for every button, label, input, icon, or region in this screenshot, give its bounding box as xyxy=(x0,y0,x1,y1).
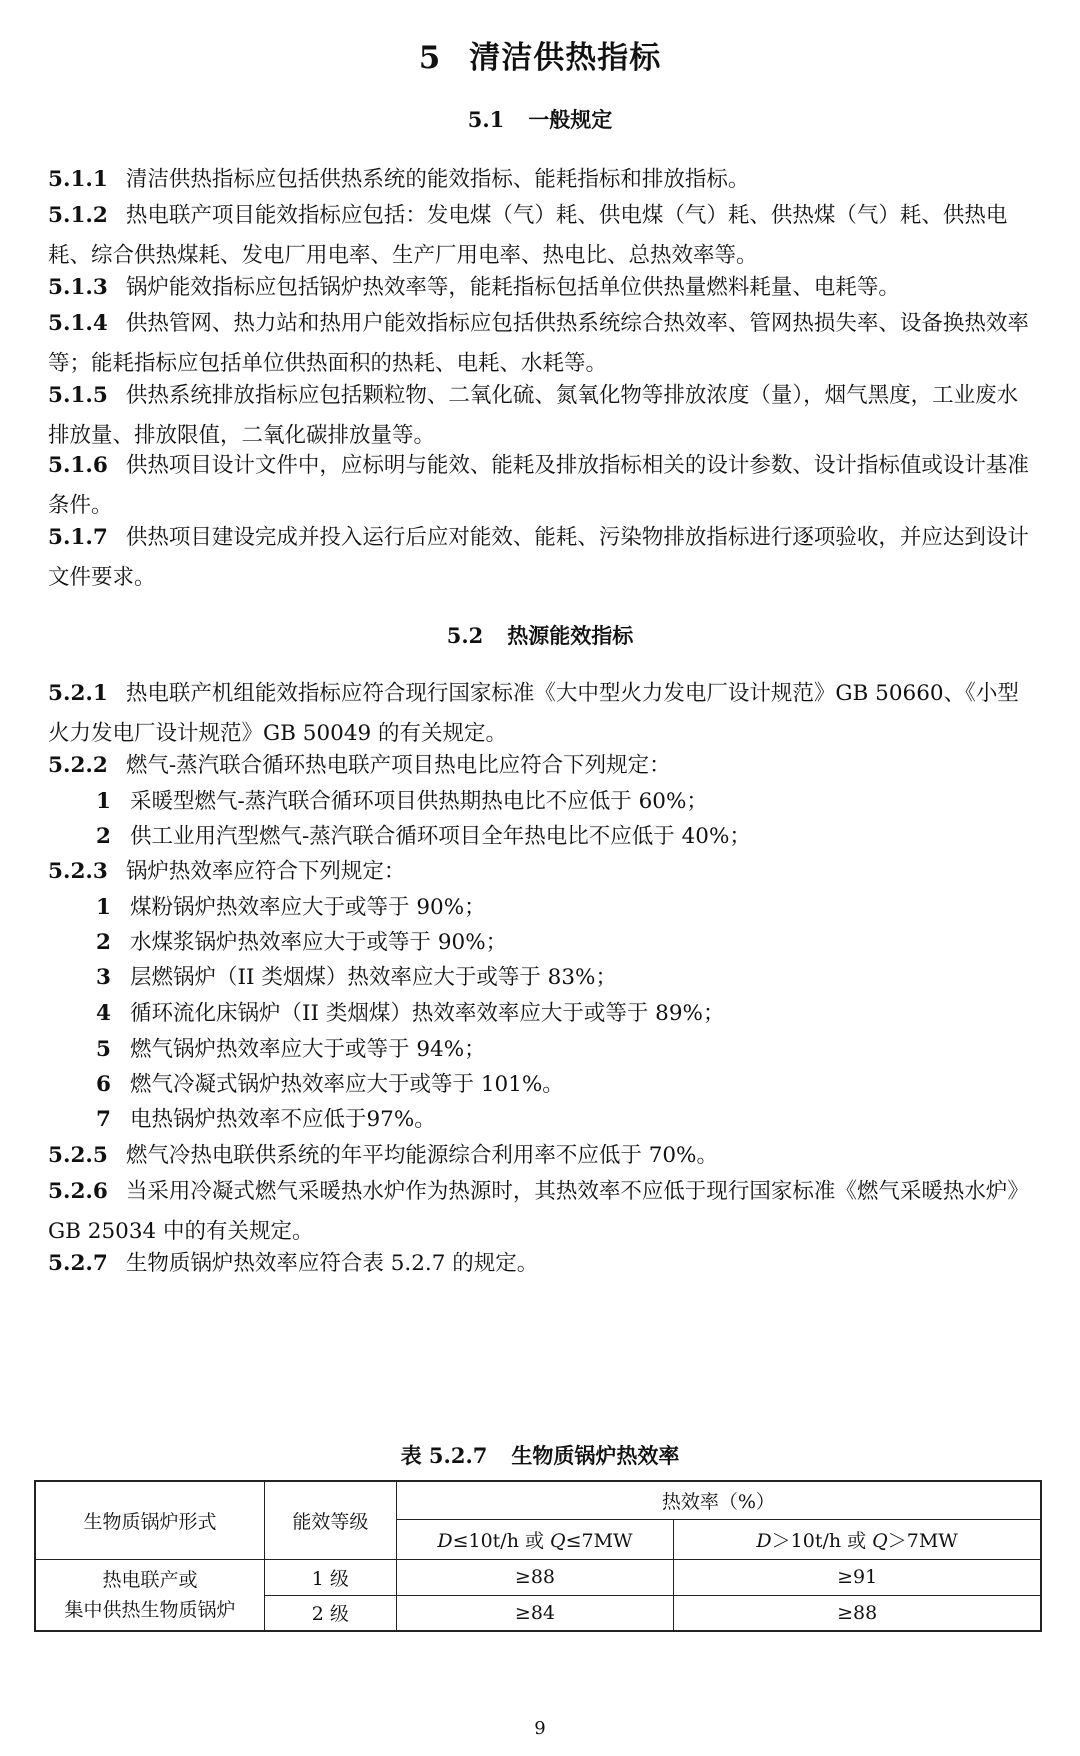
header-small-capacity: D≤10t/h 或 Q≤7MW xyxy=(396,1519,674,1559)
clause-5-2-3: 5.2.3 锅炉热效率应符合下列规定： xyxy=(48,859,406,884)
list-item: 1 煤粉锅炉热效率应大于或等于 90%； xyxy=(96,895,486,920)
list-item: 7 电热锅炉热效率不应低于97%。 xyxy=(96,1107,436,1132)
cell-value: ≥88 xyxy=(674,1595,1041,1631)
header-efficiency: 热效率（%） xyxy=(396,1481,1041,1519)
clause-5-2-6: 5.2.6 当采用冷凝式燃气采暖热水炉作为热源时，其热效率不应低于现行国家标准《燃气采暖热水炉》GB 25034 中的有关规定。 xyxy=(48,1179,1029,1244)
clause-5-2-1: 5.2.1 热电联产机组能效指标应符合现行国家标准《大中型火力发电厂设计规范》GB 50660、《小型火力发电厂设计规范》GB 50049 的有关规定。 xyxy=(48,681,1019,746)
clause-5-1-2: 5.1.2 热电联产项目能效指标应包括：发电煤（气）耗、供电煤（气）耗、供热煤（气）耗、供热电耗、综合供热煤耗、发电厂用电率、生产厂用电率、热电比、总热效率等。 xyxy=(48,203,1008,268)
clause-5-2-5: 5.2.5 燃气冷热电联供系统的年平均能源综合利用率不应低于 70%。 xyxy=(48,1143,718,1168)
chapter-title: 5 清洁供热指标 xyxy=(418,40,662,76)
clause-5-1-4: 5.1.4 供热管网、热力站和热用户能效指标应包括供热系统综合热效率、管网热损失率、设备换热效率等；能耗指标应包括单位供热面积的热耗、电耗、水耗等。 xyxy=(48,311,1029,376)
list-item: 3 层燃锅炉（II 类烟煤）热效率应大于或等于 83%； xyxy=(96,965,617,990)
cell-grade: 2 级 xyxy=(264,1595,396,1631)
clause-5-1-3: 5.1.3 锅炉能效指标应包括锅炉热效率等，能耗指标包括单位供热量燃料耗量、电耗等。 xyxy=(48,275,900,300)
cell-value: ≥88 xyxy=(396,1559,674,1595)
table-caption: 表 5.2.7 生物质锅炉热效率 xyxy=(400,1443,680,1468)
cell-grade: 1 级 xyxy=(264,1559,396,1595)
list-item: 6 燃气冷凝式锅炉热效率应大于或等于 101%。 xyxy=(96,1072,564,1097)
section-title-5-1: 5.1 一般规定 xyxy=(467,107,613,132)
page-number: 9 xyxy=(534,1718,546,1739)
cell-value: ≥84 xyxy=(396,1595,674,1631)
clause-5-1-7: 5.1.7 供热项目建设完成并投入运行后应对能效、能耗、污染物排放指标进行逐项验收，并应达到设计文件要求。 xyxy=(48,525,1029,590)
header-large-capacity: D＞10t/h 或 Q＞7MW xyxy=(674,1519,1041,1559)
cell-boiler-type: 热电联产或 集中供热生物质锅炉 xyxy=(35,1559,264,1631)
cell-value: ≥91 xyxy=(674,1559,1041,1595)
list-item: 2 水煤浆锅炉热效率应大于或等于 90%； xyxy=(96,930,508,955)
list-item: 5 燃气锅炉热效率应大于或等于 94%； xyxy=(96,1037,486,1062)
list-item: 2 供工业用汽型燃气-蒸汽联合循环项目全年热电比不应低于 40%； xyxy=(96,824,751,849)
clause-5-2-7: 5.2.7 生物质锅炉热效率应符合表 5.2.7 的规定。 xyxy=(48,1251,539,1276)
clause-5-1-6: 5.1.6 供热项目设计文件中，应标明与能效、能耗及排放指标相关的设计参数、设计指标值或设计基准条件。 xyxy=(48,453,1029,518)
list-item: 1 采暖型燃气-蒸汽联合循环项目供热期热电比不应低于 60%； xyxy=(96,789,708,814)
biomass-boiler-efficiency-table xyxy=(34,1480,1042,1632)
clause-5-1-1: 5.1.1 清洁供热指标应包括供热系统的能效指标、能耗指标和排放指标。 xyxy=(48,167,750,192)
header-boiler-type: 生物质锅炉形式 xyxy=(35,1481,264,1559)
clause-5-2-2: 5.2.2 燃气-蒸汽联合循环热电联产项目热电比应符合下列规定： xyxy=(48,753,671,778)
section-title-5-2: 5.2 热源能效指标 xyxy=(446,623,634,648)
table-row xyxy=(35,1559,1041,1595)
clause-5-1-5: 5.1.5 供热系统排放指标应包括颗粒物、二氧化硫、氮氧化物等排放浓度（量），烟气黑度，工业废水排放量、排放限值，二氧化碳排放量等。 xyxy=(48,383,1019,448)
header-grade: 能效等级 xyxy=(264,1481,396,1559)
list-item: 4 循环流化床锅炉（II 类烟煤）热效率效率应大于或等于 89%； xyxy=(96,1001,725,1026)
